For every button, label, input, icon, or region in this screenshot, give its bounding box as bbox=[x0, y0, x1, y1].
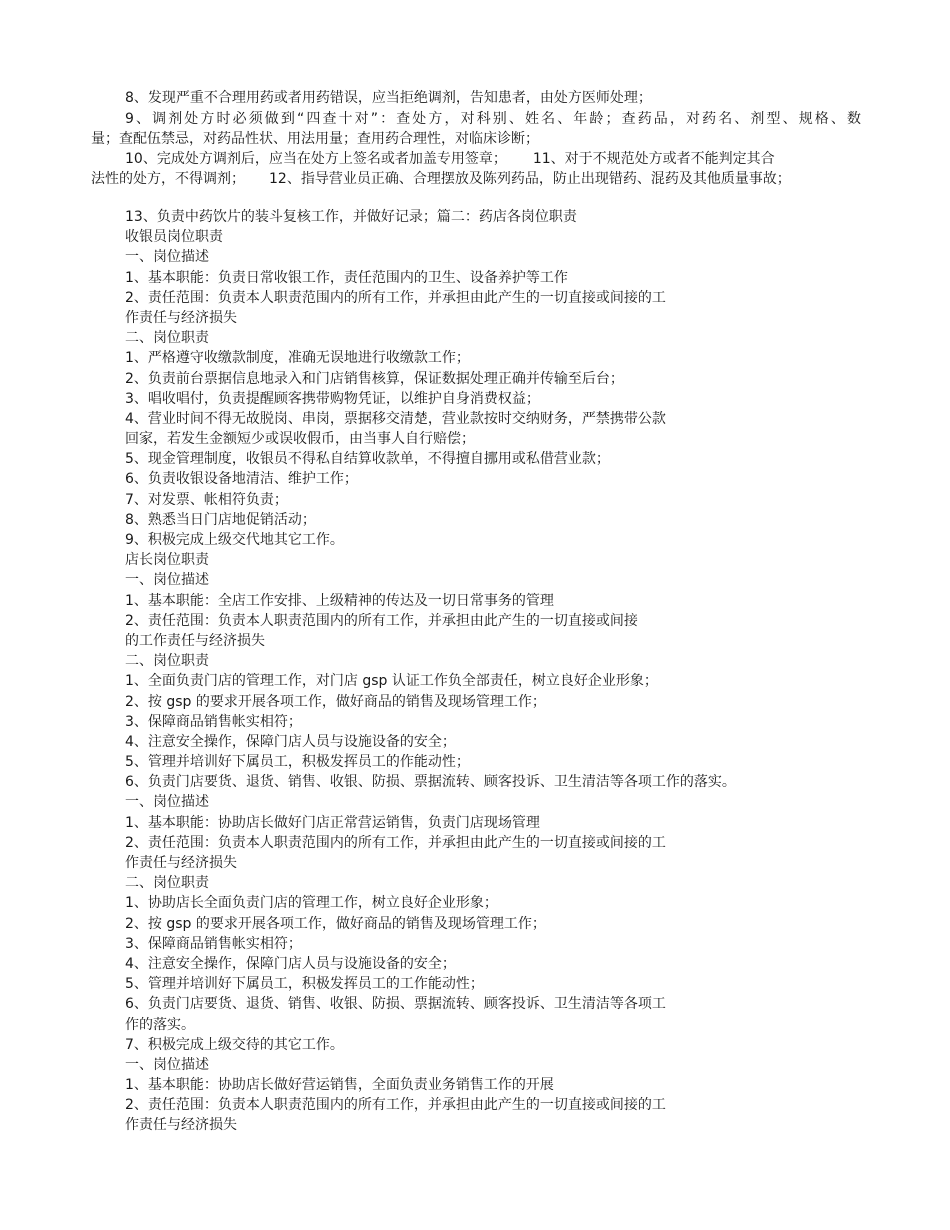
text-line: 一、岗位描述 bbox=[125, 794, 209, 811]
text-line: 7、对发票、帐相符负责； bbox=[125, 491, 288, 508]
text-line: 作责任与经济损失 bbox=[125, 855, 237, 871]
text-line: 1、全面负责门店的管理工作，对门店 gsp 认证工作负全部责任，树立良好企业形象； bbox=[125, 673, 658, 690]
text-line: 5、管理并培训好下属员工，积极发挥员工的作能动性； bbox=[125, 754, 470, 771]
section-title-cashier: 收银员岗位职责 bbox=[125, 229, 223, 246]
text-line: 1、协助店长全面负责门店的管理工作，树立良好企业形象； bbox=[125, 895, 498, 912]
paragraph-9-line-2: 量；查配伍禁忌，对药品性状、用法用量；查用药合理性，对临床诊断； bbox=[91, 131, 539, 147]
text-line: 3、保障商品销售帐实相符； bbox=[125, 713, 302, 730]
text-line: 2、负责前台票据信息地录入和门店销售核算，保证数据处理正确并传输至后台； bbox=[125, 370, 624, 387]
paragraph-12: 12、指导营业员正确、合理摆放及陈列药品，防止出现错药、混药及其他质量事故； bbox=[269, 171, 791, 187]
text-line: 作责任与经济损失 bbox=[125, 1117, 237, 1134]
text-line: 3、保障商品销售帐实相符； bbox=[125, 935, 302, 952]
text-line: 3、唱收唱付，负责提醒顾客携带购物凭证，以维护自身消费权益； bbox=[125, 390, 540, 407]
text-line: 6、负责门店要货、退货、销售、收银、防损、票据流转、顾客投诉、卫生清洁等各项工 bbox=[125, 996, 666, 1013]
text-line: 6、负责门店要货、退货、销售、收银、防损、票据流转、顾客投诉、卫生清洁等各项工作的落实。 bbox=[125, 774, 736, 791]
text-line: 6、负责收银设备地清洁、维护工作； bbox=[125, 471, 358, 488]
text-line: 1、严格遵守收缴款制度，准确无误地进行收缴款工作； bbox=[125, 350, 470, 367]
paragraph-8: 8、发现严重不合理用药或者用药错误，应当拒绝调剂，告知患者，由处方医师处理； bbox=[125, 90, 652, 106]
text-line: 5、管理并培训好下属员工，积极发挥员工的工作能动性； bbox=[125, 976, 484, 993]
text-line: 一、岗位描述 bbox=[125, 1056, 209, 1073]
text-line: 回家，若发生金额短少或误收假币，由当事人自行赔偿； bbox=[125, 431, 475, 448]
paragraph-10-11-line-1 bbox=[125, 149, 861, 169]
text-line: 1、基本职能：协助店长做好营运销售，全面负责业务销售工作的开展 bbox=[125, 1077, 554, 1094]
text-line: 2、责任范围：负责本人职责范围内的所有工作，并承担由此产生的一切直接或间接的工 bbox=[125, 289, 666, 306]
text-line: 4、营业时间不得无故脱岗、串岗，票据移交清楚，营业款按时交纳财务，严禁携带公款 bbox=[125, 410, 666, 427]
section-title-store-manager: 店长岗位职责 bbox=[125, 552, 209, 569]
paragraph-11-part-b: 法性的处方，不得调剂； bbox=[91, 171, 245, 187]
text-line: 作责任与经济损失 bbox=[125, 309, 237, 326]
paragraph-11-12-line-2 bbox=[91, 169, 861, 189]
text-line: 2、责任范围：负责本人职责范围内的所有工作，并承担由此产生的一切直接或间接的工 bbox=[125, 834, 666, 851]
text-line: 1、基本职能：负责日常收银工作，责任范围内的卫生、设备养护等工作 bbox=[125, 269, 568, 286]
job-duties-body bbox=[125, 207, 865, 1136]
text-line: 1、基本职能：协助店长做好门店正常营运销售，负责门店现场管理 bbox=[125, 814, 540, 831]
text-line: 4、注意安全操作，保障门店人员与设施设备的安全； bbox=[125, 955, 456, 972]
text-line: 2、责任范围：负责本人职责范围内的所有工作，并承担由此产生的一切直接或间接 bbox=[125, 612, 638, 629]
text-line: 13、负责中药饮片的装斗复核工作，并做好记录；篇二：药店各岗位职责 bbox=[125, 209, 577, 225]
text-line: 2、责任范围：负责本人职责范围内的所有工作，并承担由此产生的一切直接或间接的工 bbox=[125, 1097, 666, 1114]
text-line: 7、积极完成上级交待的其它工作。 bbox=[125, 1036, 344, 1053]
text-line: 的工作责任与经济损失 bbox=[125, 632, 265, 649]
text-line: 1、基本职能：全店工作安排、上级精神的传达及一切日常事务的管理 bbox=[125, 592, 554, 609]
text-line: 二、岗位职责 bbox=[125, 653, 209, 670]
text-line: 二、岗位职责 bbox=[125, 875, 209, 892]
text-line: 5、现金管理制度，收银员不得私自结算收款单，不得擅自挪用或私借营业款； bbox=[125, 451, 610, 468]
paragraph-10: 10、完成处方调剂后，应当在处方上签名或者加盖专用签章； bbox=[125, 151, 507, 167]
text-line: 一、岗位描述 bbox=[125, 249, 209, 266]
text-line: 二、岗位职责 bbox=[125, 330, 209, 347]
text-line: 8、熟悉当日门店地促销活动； bbox=[125, 511, 316, 528]
text-line: 4、注意安全操作，保障门店人员与设施设备的安全； bbox=[125, 733, 456, 750]
text-line: 作的落实。 bbox=[125, 1016, 195, 1033]
paragraph-9-line-1: 9、调剂处方时必须做到“四查十对”：查处方，对科别、姓名、年龄；查药品，对药名、剂型、规格、数 bbox=[125, 111, 861, 127]
text-line: 一、岗位描述 bbox=[125, 572, 209, 589]
text-line: 2、按 gsp 的要求开展各项工作，做好商品的销售及现场管理工作； bbox=[125, 693, 546, 710]
paragraph-11-part-a: 11、对于不规范处方或者不能判定其合 bbox=[532, 151, 775, 167]
text-line: 9、积极完成上级交代地其它工作。 bbox=[125, 532, 344, 548]
text-line: 2、按 gsp 的要求开展各项工作，做好商品的销售及现场管理工作； bbox=[125, 915, 546, 932]
